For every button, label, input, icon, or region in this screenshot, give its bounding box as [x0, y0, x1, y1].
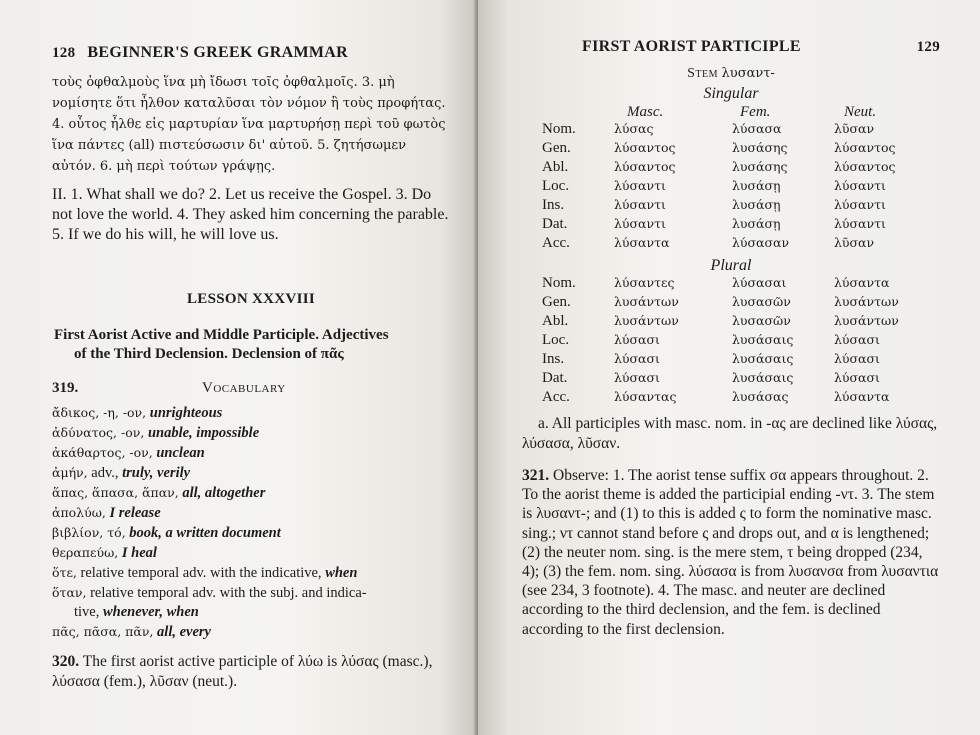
fem-form: λύσασαι	[732, 275, 787, 290]
fem-form: λυσάσαις	[732, 351, 794, 366]
paragraph-320-number: 320.	[52, 653, 80, 670]
fem-form: λυσάσαις	[732, 332, 794, 347]
paradigm-row	[542, 332, 899, 351]
vocab-gloss: when	[325, 565, 358, 581]
neut-form: λύσαντι	[834, 178, 886, 193]
right-running-head	[522, 38, 940, 56]
paradigm-row	[542, 235, 896, 254]
fem-form: λυσασῶν	[732, 294, 791, 309]
case-label: Ins.	[542, 351, 565, 367]
masc-form: λύσαντος	[614, 140, 676, 155]
neut-form: λύσαντι	[834, 216, 886, 231]
vocab-greek-word: βιβλίον, τό,	[52, 525, 126, 540]
case-label: Gen.	[542, 294, 571, 310]
vocab-greek-word: ὅτε,	[52, 565, 77, 580]
vocab-entry	[52, 503, 450, 523]
paradigm-row	[542, 370, 899, 389]
neut-form: λυσάντων	[834, 313, 899, 328]
stem-label: Stem	[687, 66, 719, 81]
paradigm-row	[542, 351, 899, 370]
greek-exercise-text: τοὺς ὀφθαλμοὺς ἵνα μὴ ἴδωσι τοῖς ὀφθαλμοῖς. 3. μὴ νομίσητε ὅτι ἦλθον καταλῦσαι τὸν νόμον ἢ τοὺς προφήτας. 4. οὗτος ἦλθε εἰς μαρτυρίαν ἵνα μαρτυρήσῃ περὶ τοῦ φωτὸς ἵνα πάντες (all) πιστεύσωσιν δι' αὐτοῦ. 5. ζητήσωμεν αὐτόν. 6. μὴ περὶ τούτων γράψῃς.	[52, 75, 446, 174]
lesson-subtitle-line2: of the Third Declension. Declension of πᾶς	[74, 346, 344, 362]
case-label: Dat.	[542, 370, 568, 386]
vocab-greek-word: ἀκάθαρτος, -ον,	[52, 445, 153, 460]
case-label: Abl.	[542, 313, 569, 329]
fem-form: λυσάσῃ	[732, 178, 781, 193]
neut-form: λῦσαν	[834, 121, 875, 136]
paragraph-321-text: Observe: 1. The aorist tense suffix σα appears throughout. 2. To the aorist theme is added the participial ending -ντ. 3. The stem is λυσαντ-; and (1) to this is added ς to form the nominative masc. sing.; ντ cannot stand before ς and drops out, and α is lengthened; (2) the neuter nom. sing. is the mere stem, τ being dropped (234, 4); (3) the fem. nom. sing. λύσασα is from λυσανσα from λυσαντια (see 234, 3 footnote). 4. The masc. and neuter are declined according to the third declension, and the fem. is declined according to the first declension.	[522, 467, 939, 638]
masc-form: λυσάντων	[614, 313, 679, 328]
singular-paradigm-table	[542, 121, 896, 254]
vocabulary-list	[52, 403, 450, 642]
fem-form: λύσασαν	[732, 235, 790, 250]
vocab-grammar-note: adv.,	[91, 465, 119, 481]
masc-form: λύσαντα	[614, 235, 670, 250]
vocab-entry	[52, 403, 450, 423]
neut-form: λύσαντα	[834, 275, 890, 290]
vocab-entry	[52, 523, 450, 543]
neut-form: λυσάντων	[834, 294, 899, 309]
lesson-subtitle-line1: First Aorist Active and Middle Participle. Adjectives	[54, 327, 389, 343]
paradigm-row	[542, 121, 896, 140]
vocabulary-header	[52, 380, 450, 397]
vocab-greek-word: πᾶς, πᾶσα, πᾶν,	[52, 624, 154, 639]
vocab-grammar-note-cont: tive,	[74, 604, 100, 620]
paradigm-row	[542, 313, 899, 332]
vocab-entry	[52, 463, 450, 483]
vocab-gloss: unrighteous	[149, 405, 223, 421]
masc-form: λυσάντων	[614, 294, 679, 309]
right-running-title: FIRST AORIST PARTICIPLE	[582, 38, 801, 55]
gender-column-heads	[522, 103, 940, 121]
paragraph-321-number: 321.	[522, 467, 550, 484]
left-running-title: BEGINNER'S GREEK GRAMMAR	[87, 44, 348, 61]
plural-heading: Plural	[710, 257, 752, 274]
column-head-fem: Fem.	[740, 104, 771, 120]
vocab-entry	[52, 563, 450, 583]
masc-form: λύσας	[614, 121, 654, 136]
case-label: Loc.	[542, 332, 570, 348]
fem-form: λυσάσῃ	[732, 216, 781, 231]
vocab-gloss: I release	[109, 505, 161, 521]
masc-form: λύσασι	[614, 351, 660, 366]
vocab-entry	[52, 622, 450, 642]
neut-form: λύσαντα	[834, 389, 890, 404]
fem-form: λύσασα	[732, 121, 782, 136]
vocab-entry	[52, 423, 450, 443]
fem-form: λυσάσαις	[732, 370, 794, 385]
vocab-greek-word: ἀμήν,	[52, 465, 88, 480]
vocab-grammar-note: relative temporal adv. with the subj. and indica-	[90, 585, 367, 601]
case-label: Nom.	[542, 121, 576, 137]
fem-form: λυσάσης	[732, 140, 788, 155]
singular-heading: Singular	[703, 85, 759, 102]
vocab-gloss: all, altogether	[182, 485, 266, 501]
fem-form: λυσάσης	[732, 159, 788, 174]
masc-form: λύσασι	[614, 370, 660, 385]
paradigm-row	[542, 197, 896, 216]
vocab-greek-word: ἀπολύω,	[52, 505, 106, 520]
masc-form: λύσαντος	[614, 159, 676, 174]
paradigm-row	[542, 178, 896, 197]
masc-form: λύσαντι	[614, 197, 666, 212]
vocab-gloss: all, every	[157, 624, 211, 640]
left-page-number: 128	[52, 45, 76, 61]
lesson-title: LESSON XXXVIII	[187, 291, 315, 307]
case-label: Loc.	[542, 178, 570, 194]
vocab-gloss: book, a written document	[129, 525, 281, 541]
neut-form: λύσαντος	[834, 140, 896, 155]
fem-form: λυσάσῃ	[732, 197, 781, 212]
vocab-gloss: truly, verily	[122, 465, 191, 481]
column-head-masc: Masc.	[627, 104, 664, 120]
vocab-greek-word: ὅταν,	[52, 585, 87, 600]
neut-form: λῦσαν	[834, 235, 875, 250]
vocab-grammar-note: relative temporal adv. with the indicative,	[80, 565, 322, 581]
vocab-gloss: I heal	[121, 545, 157, 561]
vocab-entry	[52, 443, 450, 463]
lesson-subtitle	[52, 326, 450, 364]
note-a: a. All participles with masc. nom. in -ας are declined like λύσας, λύσασα, λῦσαν.	[522, 415, 938, 452]
plural-paradigm-table	[542, 275, 899, 408]
vocab-heading: Vocabulary	[202, 380, 286, 396]
paradigm-row	[542, 216, 896, 235]
paradigm-row	[542, 294, 899, 313]
paradigm-row	[542, 275, 899, 294]
masc-form: λύσαντες	[614, 275, 675, 290]
right-page	[478, 0, 980, 735]
right-page-number: 129	[916, 39, 940, 55]
vocab-gloss: unclean	[156, 445, 205, 461]
masc-form: λύσαντας	[614, 389, 677, 404]
neut-form: λύσαντι	[834, 197, 886, 212]
case-label: Acc.	[542, 389, 570, 405]
neut-form: λύσασι	[834, 332, 880, 347]
vocab-greek-word: ἀδύνατος, -ον,	[52, 425, 145, 440]
masc-form: λύσαντι	[614, 216, 666, 231]
case-label: Acc.	[542, 235, 570, 251]
english-exercise-text: II. 1. What shall we do? 2. Let us receive the Gospel. 3. Do not love the world. 4. They asked him concerning the parable. 5. If we do his will, he will love us.	[52, 186, 449, 243]
vocab-entry	[52, 543, 450, 563]
case-label: Gen.	[542, 140, 571, 156]
vocab-greek-word: θεραπεύω,	[52, 545, 119, 560]
vocab-gloss: whenever, when	[103, 604, 199, 620]
case-label: Ins.	[542, 197, 565, 213]
neut-form: λύσασι	[834, 370, 880, 385]
vocab-greek-word: ἅπας, ἅπασα, ἅπαν,	[52, 485, 179, 500]
vocab-greek-word: ἄδικος, -η, -ον,	[52, 405, 147, 420]
case-label: Abl.	[542, 159, 569, 175]
masc-form: λύσασι	[614, 332, 660, 347]
paradigm-row	[542, 140, 896, 159]
case-label: Nom.	[542, 275, 576, 291]
fem-form: λυσασῶν	[732, 313, 791, 328]
case-label: Dat.	[542, 216, 568, 232]
vocab-entry	[52, 583, 450, 622]
neut-form: λύσαντος	[834, 159, 896, 174]
left-running-head	[52, 44, 450, 62]
paragraph-321	[522, 466, 940, 639]
vocab-gloss: unable, impossible	[147, 425, 260, 441]
left-page	[0, 0, 478, 735]
paradigm-row	[542, 159, 896, 178]
paragraph-320	[52, 652, 450, 692]
paragraph-320-text: The first aorist active participle of λύω is λύσας (masc.), λύσασα (fem.), λῦσαν (neut.).	[52, 653, 433, 690]
neut-form: λύσασι	[834, 351, 880, 366]
vocab-entry	[52, 483, 450, 503]
masc-form: λύσαντι	[614, 178, 666, 193]
vocab-section-number: 319.	[52, 380, 79, 396]
stem-value: λυσαντ-	[721, 66, 775, 81]
column-head-neut: Neut.	[844, 104, 877, 120]
stem-line	[522, 66, 940, 82]
paradigm-row	[542, 389, 899, 408]
fem-form: λυσάσας	[732, 389, 789, 404]
